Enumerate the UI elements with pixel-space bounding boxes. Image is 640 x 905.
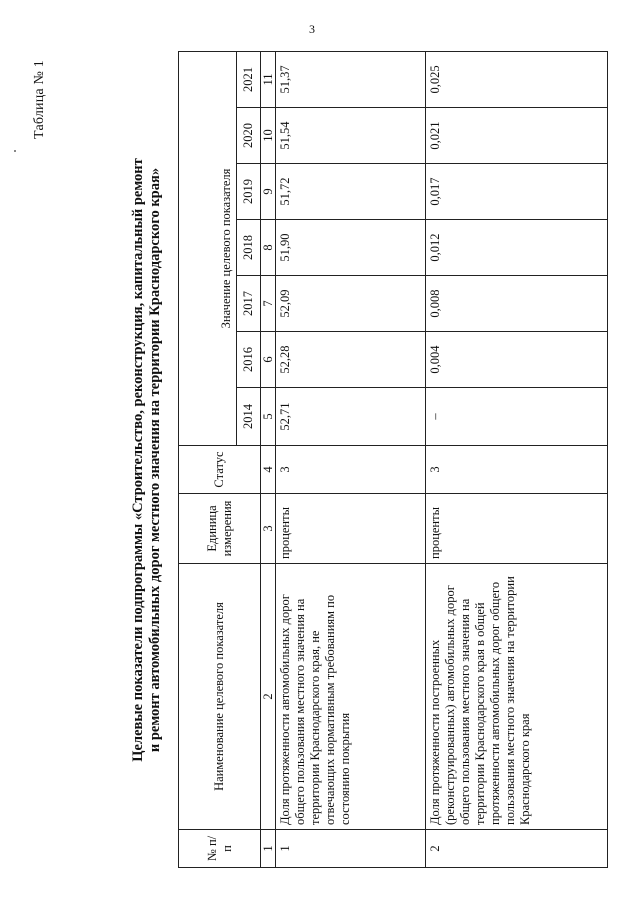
scan-speck <box>14 150 16 152</box>
caption-line-2: и ремонт автомобильных дорог местного значения на территории Краснодарского края» <box>147 167 163 753</box>
column-number: 10 <box>261 108 276 164</box>
caption-line-1: Целевые показатели подпрограммы «Строительство, реконструкция, капитальный ремонт <box>130 158 146 762</box>
row-value: 52,28 <box>276 332 426 388</box>
column-number: 6 <box>261 332 276 388</box>
row-value: 0,012 <box>426 220 608 276</box>
table-row <box>426 51 608 867</box>
indicators-table <box>178 51 608 868</box>
page-number: 3 <box>309 22 315 36</box>
header-year: 2020 <box>237 108 261 164</box>
row-value: 0,025 <box>426 51 608 107</box>
row-value: 52,71 <box>276 388 426 446</box>
column-number: 4 <box>261 446 276 494</box>
row-value: 52,09 <box>276 276 426 332</box>
header-year: 2016 <box>237 332 261 388</box>
header-row <box>179 51 237 867</box>
table-number: Таблица № 1 <box>32 60 47 139</box>
header-status: Статус <box>179 446 261 494</box>
row-value: 0,021 <box>426 108 608 164</box>
rotated-page-content <box>32 40 612 880</box>
row-status: 3 <box>426 446 608 494</box>
row-num: 1 <box>276 830 426 868</box>
column-number: 7 <box>261 276 276 332</box>
header-unit: Единица измерения <box>179 494 261 564</box>
header-values-group: Значение целевого показателя <box>179 51 237 445</box>
row-value: 0,017 <box>426 164 608 220</box>
row-value: 51,90 <box>276 220 426 276</box>
row-value: 51,72 <box>276 164 426 220</box>
header-year: 2019 <box>237 164 261 220</box>
table-caption <box>130 40 164 880</box>
column-number: 8 <box>261 220 276 276</box>
row-name: Доля протяженности построенных (реконструированных) автомобильных дорог общего пользования местного значения на территории Краснодарского края в общей протяженности автомобильных дорог общего пользования местного значения на территории Краснодарского края <box>426 564 608 830</box>
header-year: 2018 <box>237 220 261 276</box>
table-row <box>276 51 426 867</box>
header-num: № п/п <box>179 830 261 868</box>
column-number: 2 <box>261 564 276 830</box>
row-value: 0,008 <box>426 276 608 332</box>
row-name: Доля протяженности автомобильных дорог общего пользования местного значения на территории Краснодарского края, не отвечающих нормативным требованиям по состоянию покрытия <box>276 564 426 830</box>
header-year: 2021 <box>237 51 261 107</box>
row-value: 0,004 <box>426 332 608 388</box>
column-number: 5 <box>261 388 276 446</box>
column-number: 1 <box>261 830 276 868</box>
column-number: 3 <box>261 494 276 564</box>
row-unit: проценты <box>426 494 608 564</box>
row-status: 3 <box>276 446 426 494</box>
header-year: 2017 <box>237 276 261 332</box>
row-value: 51,54 <box>276 108 426 164</box>
column-numbers-row <box>261 51 276 867</box>
header-name: Наименование целевого показателя <box>179 564 261 830</box>
row-value: – <box>426 388 608 446</box>
row-unit: проценты <box>276 494 426 564</box>
row-value: 51,37 <box>276 51 426 107</box>
row-num: 2 <box>426 830 608 868</box>
column-number: 11 <box>261 51 276 107</box>
column-number: 9 <box>261 164 276 220</box>
header-year: 2014 <box>237 388 261 446</box>
